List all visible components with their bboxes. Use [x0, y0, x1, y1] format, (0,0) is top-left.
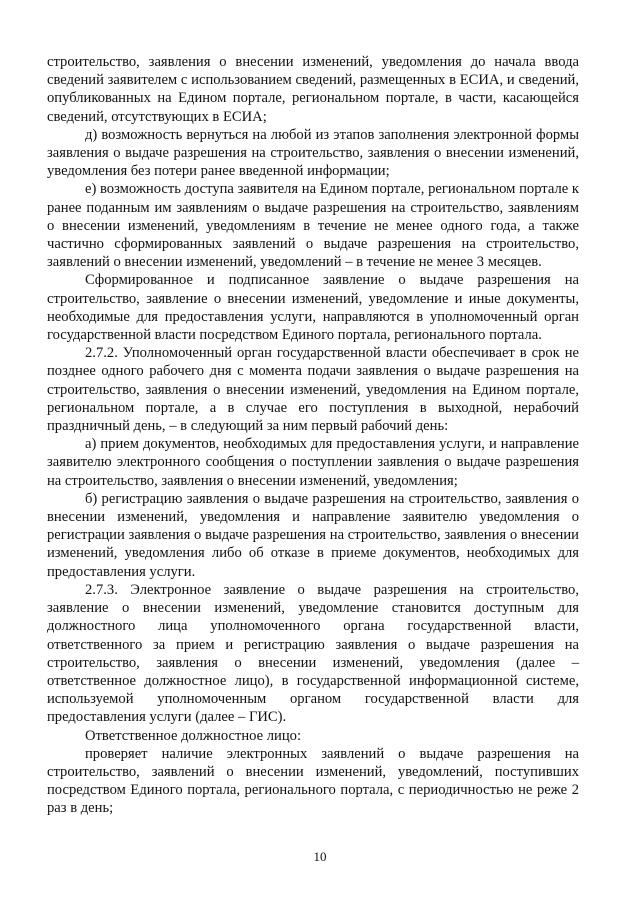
document-body	[47, 53, 579, 818]
paragraph: Ответственное должностное лицо:	[85, 727, 301, 744]
paragraph: 2.7.3. Электронное заявление о выдаче разрешения на строительство, заявление о внесении изменений, уведомление становится доступным для должностного лица уполномоченного органа государственной власти, ответственного за прием и регистрацию заявления о выдаче разрешения на строительство, заявления о внесении изменений, уведомления (далее – ответственное должностное лицо), в государственной информационной системе, используемой уполномоченным органом государственной власти для предоставления услуги (далее – ГИС).	[47, 581, 579, 726]
paragraph: а) прием документов, необходимых для предоставления услуги, и направление заявителю электронного сообщения о поступлении заявления о выдаче разрешения на строительство, заявления о внесении изменений, уведомления;	[47, 436, 579, 489]
paragraph: 2.7.2. Уполномоченный орган государственной власти обеспечивает в срок не позднее одного рабочего дня с момента подачи заявления о выдаче разрешения на строительство, заявления о внесении изменений, уведомления на Едином портале, региональном портале, а в случае его поступления в выходной, нерабочий праздничный день, – в следующий за ним первый рабочий день:	[47, 345, 579, 435]
paragraph: Сформированное и подписанное заявление о выдаче разрешения на строительство, заявление о внесении изменений, уведомление и иные документы, необходимые для предоставления услуги, направляются в уполномоченный орган государственной власти посредством Единого портала, регионального портала.	[47, 272, 579, 344]
paragraph: б) регистрацию заявления о выдаче разрешения на строительство, заявления о внесении изменений, уведомления и направление заявителю уведомления о регистрации заявления о выдаче разрешения на строительство, заявления о внесении изменений, уведомления либо об отказе в приеме документов, необходимых для предоставления услуги.	[47, 490, 579, 580]
paragraph: е) возможность доступа заявителя на Едином портале, региональном портале к ранее поданным им заявлениям о выдаче разрешения на строительство, заявлениям о внесении изменений, уведомлениям в течение не менее одного года, а также частично сформированных заявлений о выдаче разрешения на строительство, заявлений о внесении изменений, уведомлений – в течение не менее 3 месяцев.	[47, 181, 579, 271]
paragraph: д) возможность вернуться на любой из этапов заполнения электронной формы заявления о выдаче разрешения на строительство, заявления о внесении изменений, уведомления без потери ранее введенной информации;	[47, 126, 579, 180]
paragraph: строительство, заявления о внесении изменений, уведомления до начала ввода сведений заявителем с использованием сведений, размещенных в ЕСИА, и сведений, опубликованных на Едином портале, региональном портале, в части, касающейся сведений, отсутствующих в ЕСИА;	[47, 54, 579, 125]
page-number: 10	[313, 849, 327, 864]
paragraph: проверяет наличие электронных заявлений о выдаче разрешения на строительство, заявлений о внесении изменений, уведомлений, поступивших посредством Единого портала, регионального портала, с периодичностью не реже 2 раз в день;	[47, 745, 579, 817]
